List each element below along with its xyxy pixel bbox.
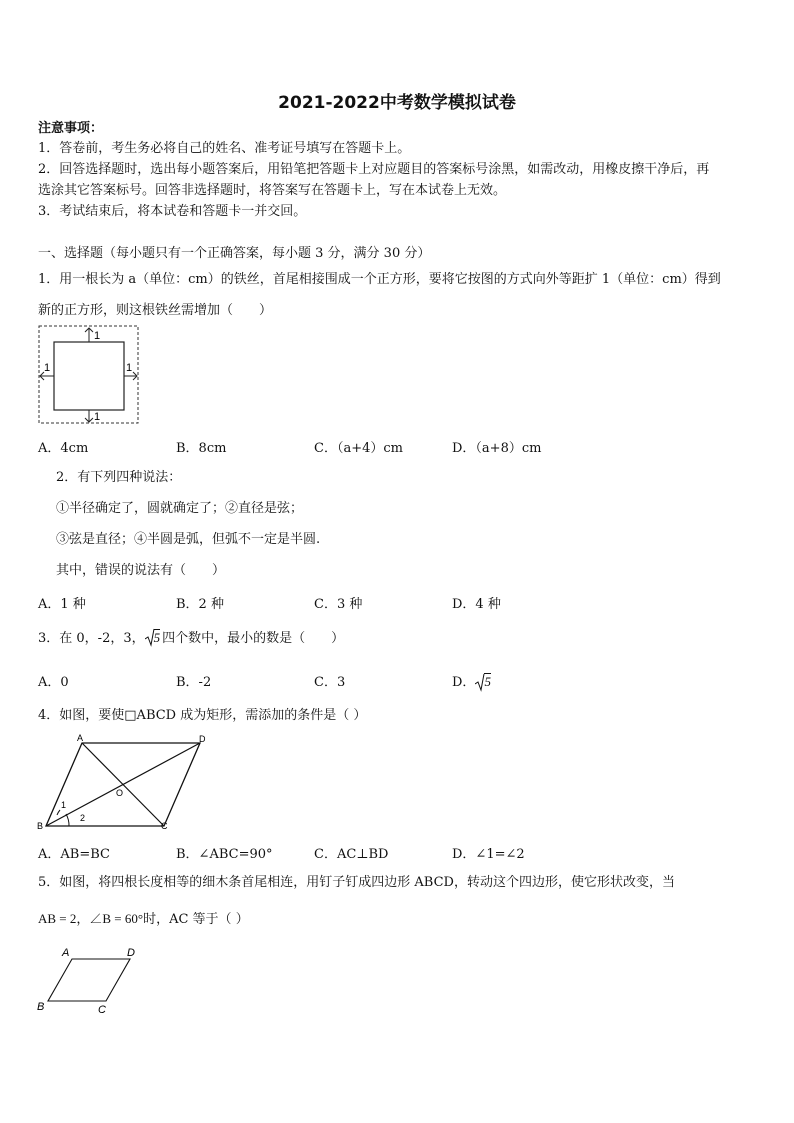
q3-option-d-value: 5 [484, 674, 491, 689]
q5-rhombus-figure [34, 944, 144, 1018]
q5-text-line2-rest: 时，AC 等于（ ） [143, 912, 249, 927]
notice-item-2: 2．回答选择题时，选出每小题答案后，用铅笔把答题卡上对应题目的答案标号涂黑，如需改动，用橡皮擦干净后，再 [38, 162, 710, 177]
q2-option-b: B．2 种 [176, 597, 224, 612]
q4-angle-2: 2 [80, 813, 86, 823]
q3-option-c: C．3 [314, 675, 346, 690]
q5-label-d: D [127, 947, 135, 959]
notice-item-2-cont: 选涂其它答案标号。回答非选择题时，将答案写在答题卡上，写在本试卷上无效。 [38, 183, 507, 198]
q1-fig-label-right: 1 [126, 362, 133, 374]
notice-heading: 注意事项： [38, 121, 104, 136]
q2-text-line1: 2．有下列四种说法： [56, 470, 182, 485]
q4-option-b: B．∠ABC=90° [176, 847, 273, 862]
q4-label-d: D [199, 734, 206, 744]
q5-text-line2 [38, 910, 249, 929]
sqrt-icon [145, 628, 155, 647]
q2-option-c: C．3 种 [314, 597, 363, 612]
page-title: 2021-2022中考数学模拟试卷 [278, 93, 516, 113]
q1-text-line1: 1．用一根长为 a（单位：cm）的铁丝，首尾相接围成一个正方形，要将它按图的方式向外等距扩 1（单位：cm）得到 [38, 272, 721, 287]
q1-text-line2: 新的正方形，则这根铁丝需增加（ ） [38, 303, 273, 318]
q5-text-line1: 5．如图，将四根长度相等的细木条首尾相连，用钉子钉成四边形 ABCD，转动这个四边形，使它形状改变，当 [38, 875, 675, 890]
q3-option-d-label: D． [452, 675, 476, 690]
q5-label-c: C [98, 1004, 106, 1016]
q3-text-pre: 3．在 0，-2，3， [38, 631, 145, 646]
q3-option-d-sqrt [475, 674, 491, 690]
q3-option-b: B．-2 [176, 675, 212, 690]
notice-item-1: 1．答卷前，考生务必将自己的姓名、准考证号填写在答题卡上。 [38, 141, 411, 156]
q4-label-c: C [161, 821, 168, 831]
q3-option-a: A．0 [38, 675, 69, 690]
q2-option-a: A．1 种 [38, 597, 86, 612]
q3-text [38, 629, 344, 648]
q1-option-d: D．（a+8）cm [452, 441, 542, 456]
q3-sqrt [145, 629, 161, 648]
section-heading: 一、选择题（每小题只有一个正确答案，每小题 3 分，满分 30 分） [38, 246, 431, 261]
q1-fig-label-bottom: 1 [94, 411, 101, 423]
q4-parallelogram-figure [36, 732, 216, 832]
q2-text-line3: ③弦是直径；④半圆是弧，但弧不一定是半圆. [56, 532, 321, 547]
q2-option-d: D．4 种 [452, 597, 501, 612]
q2-text-line2: ①半径确定了，圆就确定了；②直径是弦； [56, 501, 304, 516]
q5-label-a: A [62, 947, 70, 959]
q3-text-post: 四个数中，最小的数是（ ） [162, 631, 345, 646]
q5-label-b: B [37, 1001, 45, 1013]
q4-label-a: A [77, 733, 84, 743]
q4-angle-1: 1 [61, 800, 67, 810]
q1-option-a: A．4cm [38, 441, 89, 456]
q1-square-figure [38, 325, 140, 425]
q4-option-d: D．∠1=∠2 [452, 847, 525, 862]
q3-sqrt-value: 5 [153, 630, 161, 645]
q5-condition: AB = 2，∠B = 60° [38, 911, 144, 926]
notice-item-3: 3．考试结束后，将本试卷和答题卡一并交回。 [38, 204, 307, 219]
q4-text: 4．如图，要使□ABCD 成为矩形，需添加的条件是（ ） [38, 708, 367, 723]
q1-option-c: C．（a+4）cm [314, 441, 403, 456]
sqrt-icon [475, 673, 485, 692]
q1-option-b: B．8cm [176, 441, 227, 456]
q1-fig-label-left: 1 [44, 362, 51, 374]
q4-label-b: B [37, 821, 44, 831]
q4-option-c: C．AC⊥BD [314, 847, 389, 862]
q2-text-line4: 其中，错误的说法有（ ） [56, 563, 226, 578]
q4-option-a: A．AB=BC [38, 847, 110, 862]
q4-label-o: O [116, 788, 124, 798]
q3-option-d [452, 671, 491, 690]
q1-fig-label-top: 1 [94, 330, 101, 342]
